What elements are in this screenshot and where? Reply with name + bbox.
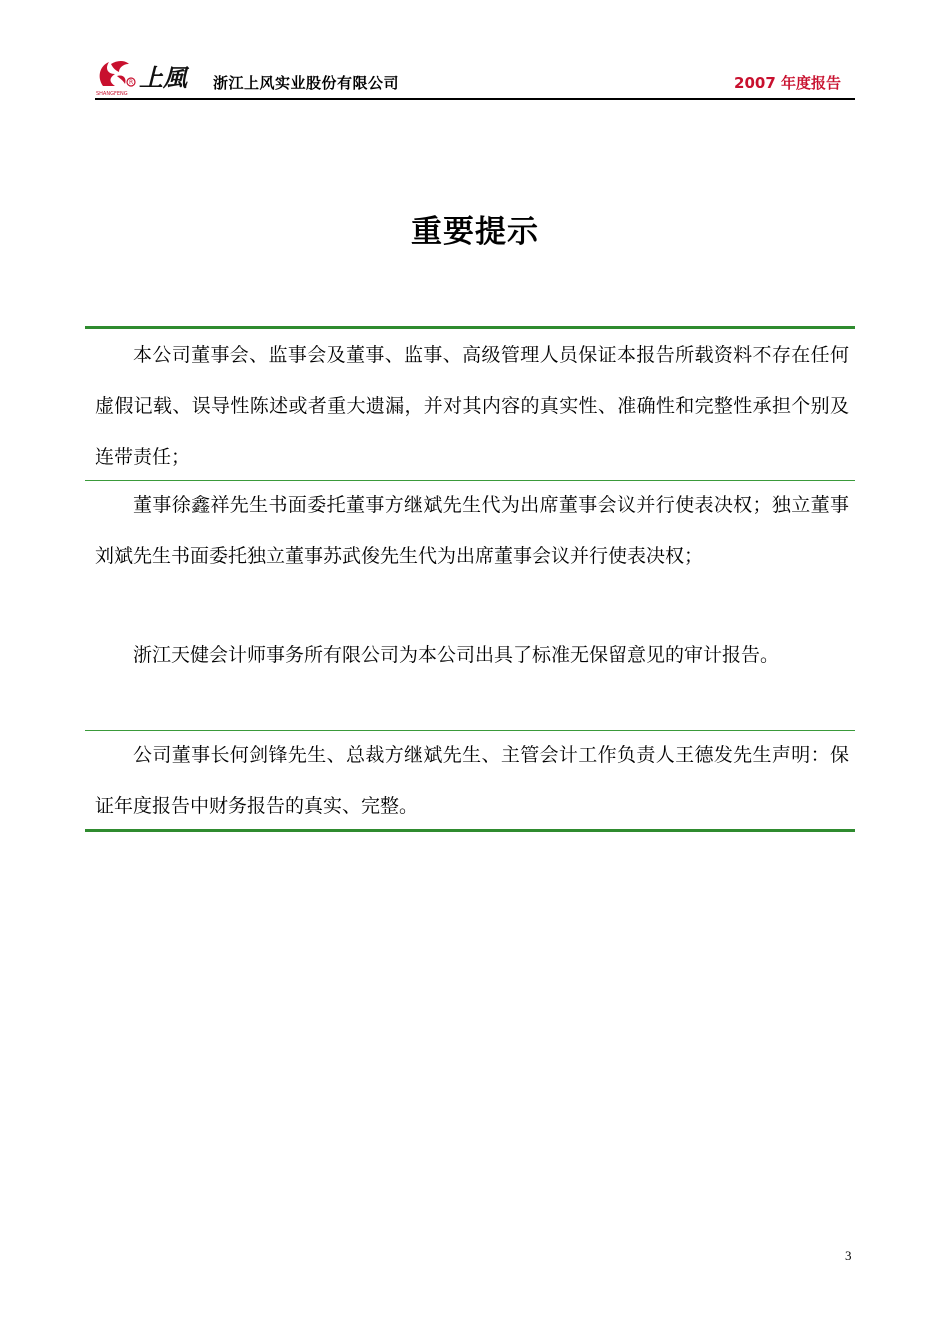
notice-paragraph-2: 董事徐鑫祥先生书面委托董事方继斌先生代为出席董事会议并行使表决权；独立董事刘斌先生书面委托独立董事苏武俊先生代为出席董事会议并行使表决权；: [95, 494, 849, 567]
shangfeng-logo: [95, 56, 207, 96]
svg-text:SHANGFENG: SHANGFENG: [96, 91, 128, 96]
section-rule-top: [85, 326, 855, 329]
page-title: 重要提示: [411, 214, 539, 250]
notice-paragraph-1: 本公司董事会、监事会及董事、监事、高级管理人员保证本报告所载资料不存在任何虚假记载、误导性陈述或者重大遗漏，并对其内容的真实性、准确性和完整性承担个别及连带责任；: [95, 344, 849, 468]
notice-paragraph-4: 公司董事长何剑锋先生、总裁方继斌先生、主管会计工作负责人王德发先生声明：保证年度报告中财务报告的真实、完整。: [95, 744, 849, 817]
header-rule: [95, 98, 855, 100]
company-name: 浙江上风实业股份有限公司: [213, 74, 400, 92]
report-name: 2007 年度报告: [734, 74, 841, 92]
svg-text:R: R: [129, 79, 134, 86]
page-number: 3: [845, 1248, 852, 1263]
svg-text:上風: 上風: [139, 63, 187, 92]
page-header: [95, 52, 855, 100]
section-rule-bottom: [85, 829, 855, 832]
notice-paragraph-3: 浙江天健会计师事务所有限公司为本公司出具了标准无保留意见的审计报告。: [133, 644, 780, 666]
